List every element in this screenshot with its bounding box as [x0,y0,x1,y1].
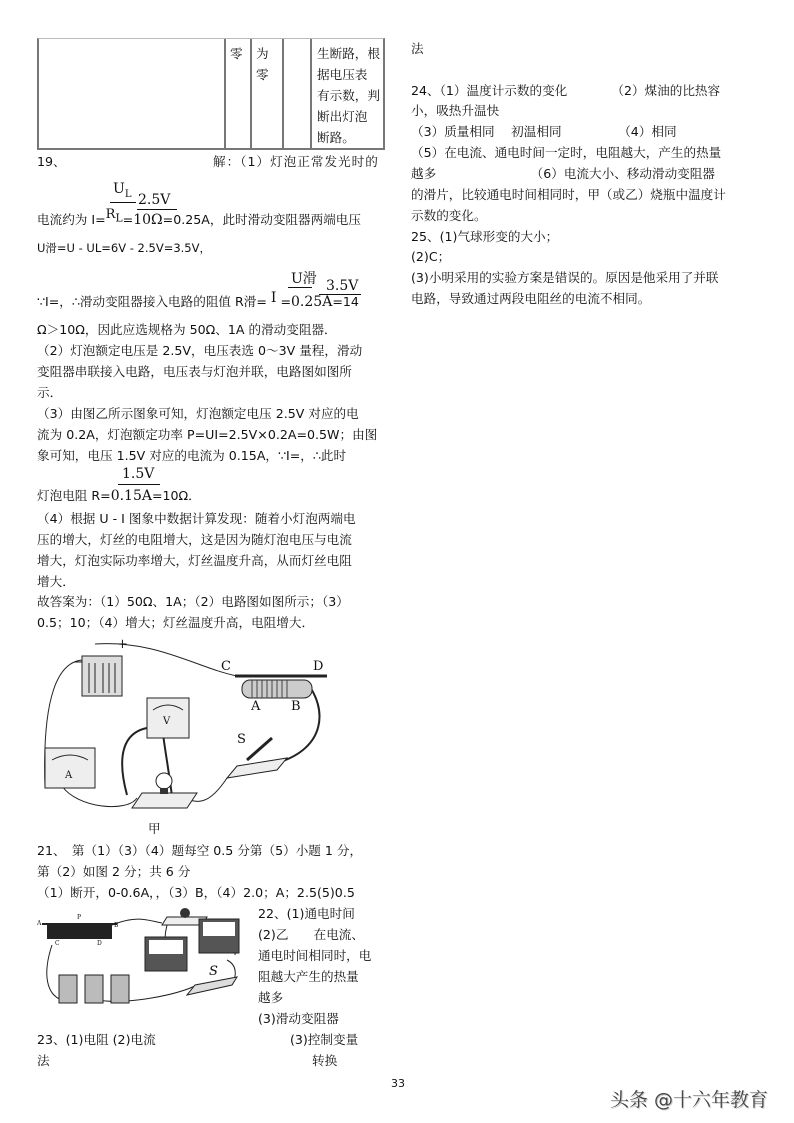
fraction-u-slide: U滑 [291,271,317,287]
text: = [122,212,134,227]
right-text-line: 示数的变化。 [411,208,487,223]
text-line: 增大． [37,574,75,589]
meter-icon [145,937,187,971]
text-line: 示． [37,385,63,400]
table-cell [224,39,250,148]
cell-text: 为 零 [256,46,269,82]
text: =10Ω． [151,488,201,503]
table-cell [282,39,310,148]
q22-line: 22、(1)通电时间 [258,906,355,921]
circuit-diagram-2 [37,905,247,1010]
meter-icon [199,919,239,953]
figure-caption-jia: 甲 [148,821,161,836]
right-text-line: (2)C； [411,249,451,264]
fraction-bar [118,484,160,485]
q22-line: 阻越大产生的热量 [258,969,359,984]
text: L [115,211,123,225]
fraction-bar [137,209,177,210]
right-text-line: 电路，导致通过两段电阻丝的电流不相同。 [411,291,651,306]
frac-den: 10Ω [133,212,163,228]
r-slide-line [37,290,359,310]
switch-icon [227,738,287,778]
label-s: S [237,732,246,747]
q21-line: 第（2）如图 2 分；共 6 分 [37,864,191,879]
fraction-bar [288,287,312,288]
u-slide-line: U滑=U - UL=6V - 2.5V=3.5V， [37,241,211,255]
frac-den: 0.25A [291,294,333,310]
right-text-line: （5）在电流、通电时间一定时，电阻越大，产生的热量 [411,145,722,160]
fraction-3-5v: 3.5V [326,278,359,294]
q22-line: (2)乙 在电流、 [258,927,364,942]
right-text-line: 24、（1）温度计示数的变化 （2）煤油的比热容 [411,83,721,98]
ammeter-icon [45,748,95,788]
right-text-line: (3)小明采用的实验方案是错误的。原因是他采用了并联 [411,270,719,285]
q21-line: （1）断开，0-0.6A，，（3）B，（4）2.0；A；2.5(5)0.5 [37,885,355,900]
text-line: 增大，灯泡实际功率增大，灯丝温度升高，从而灯丝电阻 [37,553,352,568]
label-b: B [291,699,301,714]
lamp-icon [132,773,197,808]
fraction-bar [110,202,136,203]
q22-line: (3)滑动变阻器 [258,1011,339,1026]
text-line: 象可知，电压 1.5V 对应的电流为 0.15A，∵I=，∴此时 [37,448,347,463]
q23-line: (3)控制变量 [290,1032,359,1047]
label-a: A [251,699,261,714]
rheostat-icon [42,924,117,939]
fraction-ul [113,181,131,200]
q21-line: 21、 第（1）（3）（4）题每空 0.5 分第（5）小题 1 分， [37,843,363,858]
circuit-diagram-jia [37,638,337,838]
cell-text: 生断路，根 据电压表 有示数，判 断出灯泡 断路。 [317,46,380,145]
text: = [280,294,292,309]
label-p: P [77,914,82,921]
frac-den: 0.15A [110,488,152,504]
text-line: 变阻器串联接入电路，电压表与灯泡并联，电路图如图所 [37,364,352,379]
label-ammeter: A [65,770,73,781]
text: =0.25A，此时滑动变阻器两端电压 [162,212,361,227]
label-v: V [163,716,171,727]
text: 灯泡电阻 R= [37,488,111,503]
right-text-line: 的滑片，比较通电时间相同时，甲（或乙）烧瓶中温度计 [411,187,726,202]
current-line [37,207,361,233]
text-line: 0.5；10；（4）增大；灯丝温度升高，电阻增大． [37,615,315,630]
battery-icon [82,656,122,696]
q19-intro: 解：（1）灯泡正常发光时的 [213,154,379,169]
frac-sub: L [124,188,132,200]
label-s: S [209,964,218,979]
q22-line: 通电时间相同时，电 [258,948,372,963]
table-cell [250,39,282,148]
label-minus: − [73,655,84,670]
q22-line: 越多 [258,990,284,1005]
battery-icon [59,975,129,1003]
text-line: （2）灯泡额定电压是 2.5V，电压表选 0～3V 量程，滑动 [37,343,363,358]
text-line: 压的增大，灯丝的电阻增大，这是因为随灯泡电压与电流 [37,532,352,547]
text: =14 [332,294,359,309]
frac-den [105,207,123,225]
label-d: D [313,659,324,674]
right-text-line: 法 [411,41,424,56]
label-d: D [97,940,102,947]
text-line: （4）根据 U - I 图象中数据计算发现：随着小灯泡两端电 [37,511,356,526]
label-plus: + [117,638,128,652]
q23-line: 转换 [312,1053,338,1068]
fraction-2-5v: 2.5V [138,192,171,208]
q19-number: 19、 [37,154,66,169]
lamp-resistance-line [37,488,201,504]
frac-num: U [113,181,125,197]
q23-line: 法 [37,1053,50,1068]
text-line: 流为 0.2A，灯泡额定功率 P=UI=2.5V×0.2A=0.5W；由图 [37,427,378,442]
text: R [105,207,116,222]
answer-table-fragment [37,38,385,150]
right-text-line: 25、(1)气球形变的大小； [411,229,559,244]
fraction-1-5v: 1.5V [122,466,155,482]
watermark: 头条 @十六年教育 [610,1089,769,1111]
label-c: C [55,940,60,947]
frac-den: I [270,290,277,306]
text: 电流约为 I= [37,212,106,227]
text-line: （3）由图乙所示图象可知，灯泡额定电压 2.5V 对应的电 [37,406,359,421]
label-c: C [221,659,231,674]
q23-line: 23、(1)电阻 (2)电流 [37,1032,156,1047]
label-a: A [37,920,42,927]
text-line: 故答案为：（1）50Ω、1A；（2）电路图如图所示；（3） [37,594,349,609]
text-line: Ω＞10Ω，因此应选规格为 50Ω、1A 的滑动变阻器． [37,322,337,337]
page-number: 33 [391,1077,405,1090]
right-text-line: 小，吸热升温快 [411,103,500,118]
switch-icon [187,977,237,995]
right-text-line: （3）质量相同 初温相同 （4）相同 [411,124,677,139]
rheostat-icon [235,676,327,698]
cell-text: 零 [230,46,243,61]
text: ∵I=，∴滑动变阻器接入电路的阻值 R滑= [37,294,267,309]
right-text-line: 越多 （6）电流大小、移动滑动变阻器 [411,166,715,181]
label-b: B [114,922,119,929]
table-cell [310,39,385,148]
